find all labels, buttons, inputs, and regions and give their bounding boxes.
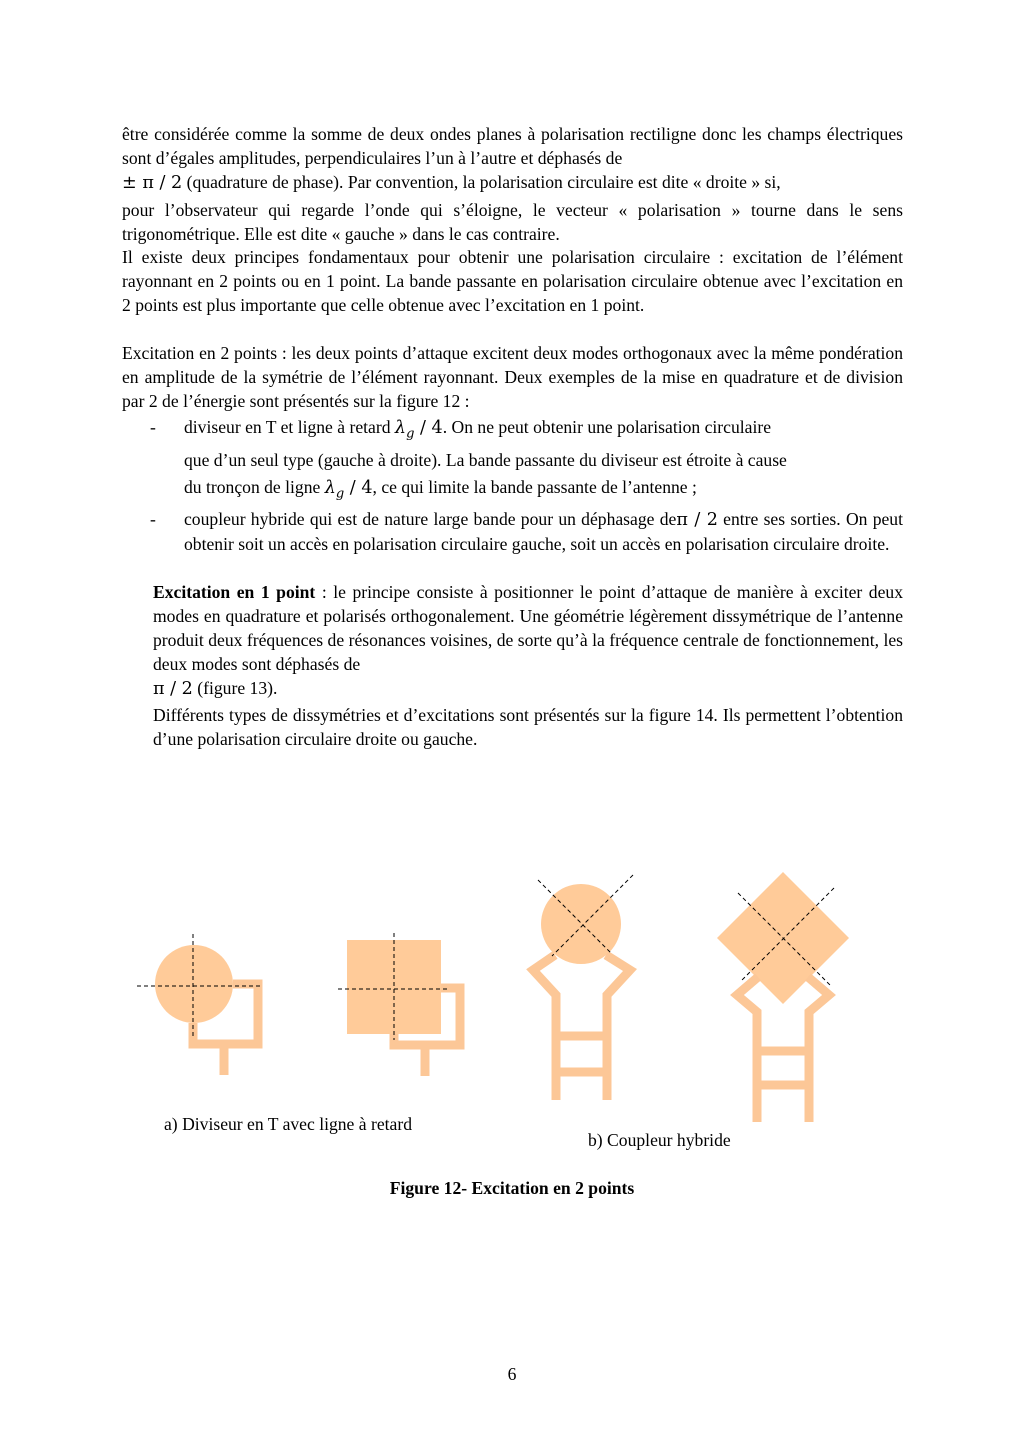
paragraph-5: Différents types de dissymétries et d’excitations sont présentés sur la figure 14. Ils permettent l’obtention d’une polarisation circulaire droite ou gauche. — [153, 705, 903, 749]
bullet-1-part-b: . On ne peut obtenir une polarisation circulaire — [442, 417, 772, 437]
bullet-2-text — [184, 507, 903, 556]
paragraph-4-heading: Excitation en 1 point — [153, 582, 316, 602]
pi-over-2: π / 2 — [676, 510, 718, 530]
subscript-g-2: g — [335, 486, 345, 502]
paragraph-1-text: être considérée comme la somme de deux ondes planes à polarisation rectiligne donc les champs électriques sont d’égales amplitudes, perpendiculaires l’un à l’autre et déphasés de — [122, 124, 903, 168]
circular-patch — [155, 945, 233, 1023]
plus-minus-pi-over-2: ± π / 2 — [122, 173, 183, 193]
over-4-2: / 4 — [344, 478, 373, 498]
lambda-symbol: λ — [394, 418, 407, 438]
hybrid-coupler-2 — [757, 1051, 809, 1085]
page-number: 6 — [507, 1364, 517, 1384]
pi-over-2-b: π / 2 — [153, 679, 193, 699]
over-4: / 4 — [414, 418, 443, 438]
figure-b-circle-hybrid — [533, 875, 633, 1100]
paragraph-1 — [122, 122, 903, 195]
paragraph-4-text: : le principe consiste à positionner le point d’attaque de manière à exciter deux modes en quadrature et polarisés orthogonalement. Une géométrie légèrement dissymétrique de l’antenne produit deux fréquences de résonances voisines, de sorte qu’à la fréquence centrale de fonctionnement, les deux modes sont déphasés de — [153, 582, 903, 674]
bullet-item-2 — [122, 507, 903, 579]
paragraph-3: Excitation en 2 points : les deux points d’attaque excitent deux modes orthogonaux avec la même pondération en amplitude de la symétrie de l’élément rayonnant. Deux exemples de la mise en quadrature et de division par 2 de l’énergie sont présentés sur la figure 12 : — [122, 343, 903, 411]
paragraph-1-cont: (quadrature de phase). Par convention, la polarisation circulaire est dite « droite » si, — [182, 172, 781, 192]
bullet-1-text — [184, 415, 903, 502]
bullet-1-part-e: , ce qui limite la bande passante de l’antenne ; — [372, 477, 697, 497]
hybrid-arm-right — [606, 955, 630, 1100]
bullet-1-part-a: diviseur en T et ligne à retard — [184, 417, 395, 437]
bullet-dash: - — [150, 417, 156, 437]
bullet-1-line2: que d’un seul type (gauche à droite). La bande passante du diviseur est étroite à cause — [184, 450, 787, 470]
figure-12-diagram — [0, 860, 1024, 1160]
hybrid-coupler — [556, 1036, 607, 1072]
caption-a: a) Diviseur en T avec ligne à retard — [164, 1114, 412, 1134]
hybrid-arm-left — [533, 955, 556, 1100]
bullet-dash-2: - — [150, 509, 156, 529]
paragraph-4-end: (figure 13). — [192, 678, 278, 698]
figure-a-circle-patch — [137, 934, 262, 1075]
bullet-2-part-b: entre ses sorties. On peut obtenir soit un accès en polarisation circulaire gauche, soit un accès en polarisation circulaire droite. — [184, 509, 903, 554]
figure-title: Figure 12- Excitation en 2 points — [389, 1178, 635, 1198]
caption-b: b) Coupleur hybride — [588, 1130, 731, 1150]
lambda-symbol-2: λ — [324, 478, 336, 498]
figure-b-square-hybrid — [717, 872, 849, 1122]
paragraph-1-rest: pour l’observateur qui regarde l’onde qui s’éloigne, le vecteur « polarisation » tourne dans le sens trigonométrique. Elle est dite « gauche » dans le cas contraire. — [122, 200, 903, 244]
subscript-g: g — [406, 426, 415, 442]
paragraph-4 — [153, 580, 903, 701]
bullet-1-part-d: du tronçon de ligne — [184, 477, 325, 497]
paragraph-2: Il existe deux principes fondamentaux pour obtenir une polarisation circulaire : excitation de l’élément rayonnant en 2 points ou en 1 point. La bande passante en polarisation circulaire obtenue avec l’excitation en 2 points est plus importante que celle obtenue avec l’excitation en 1 point. — [122, 247, 903, 315]
bullet-2-part-a: coupleur hybride qui est de nature large bande pour un déphasage de — [184, 509, 677, 529]
bullet-item-1 — [122, 415, 903, 502]
figure-a-square-patch — [338, 933, 460, 1076]
